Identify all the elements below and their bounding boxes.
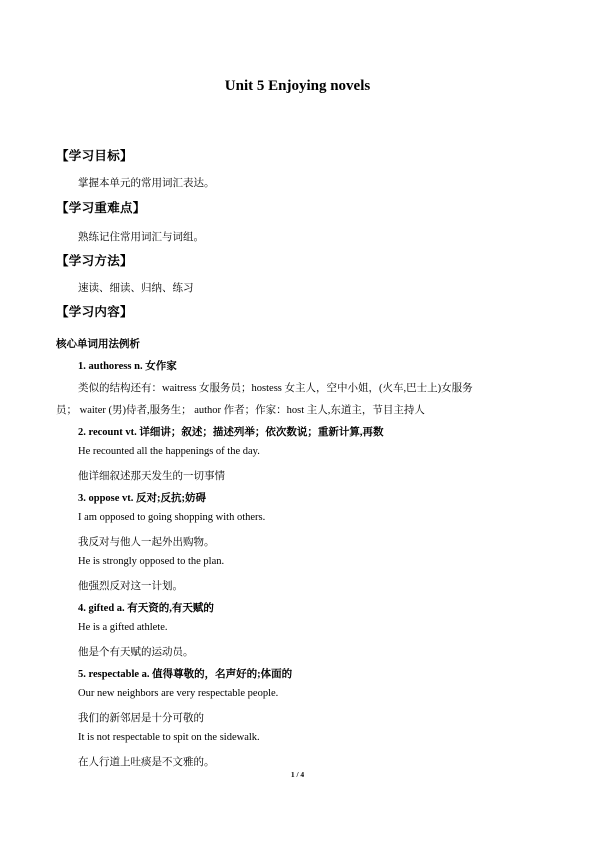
key-heading: 【学习重难点】: [56, 200, 146, 215]
goal-text: 掌握本单元的常用词汇表达。: [78, 177, 215, 189]
vocab-line: 员； waiter (男)侍者,服务生； author 作者；作家：host 主人,东道主，节目主持人: [56, 405, 425, 416]
vocab-line: 他强烈反对这一计划。: [78, 581, 183, 592]
vocab-line: Our new neighbors are very respectable people.: [78, 688, 279, 699]
method-heading: 【学习方法】: [56, 253, 133, 268]
vocab-line: 我们的新邻居是十分可敬的: [78, 713, 204, 724]
key-text: 熟练记住常用词汇与词组。: [78, 231, 204, 243]
vocab-heading-recount: 2. recount vt. 详细讲；叙述；描述列举；依次数说；重新计算,再数: [78, 427, 384, 438]
vocab-line: He is strongly opposed to the plan.: [78, 556, 225, 567]
section-title: 核心单词用法例析: [56, 338, 140, 350]
document-title: Unit 5 Enjoying novels: [224, 78, 371, 94]
vocab-line: 他详细叙述那天发生的一切事情: [78, 471, 225, 482]
vocab-heading-gifted: 4. gifted a. 有天资的,有天赋的: [78, 603, 214, 614]
vocab-line: 我反对与他人一起外出购物。: [78, 537, 215, 548]
content-heading: 【学习内容】: [56, 304, 133, 319]
vocab-line: He recounted all the happenings of the day.: [78, 446, 260, 457]
vocab-heading-oppose: 3. oppose vt. 反对;反抗;妨碍: [78, 493, 207, 504]
vocab-line: 他是个有天赋的运动员。: [78, 647, 194, 658]
vocab-line: It is not respectable to spit on the sidewalk.: [78, 732, 260, 743]
goal-heading: 【学习目标】: [56, 148, 133, 163]
vocab-line: He is a gifted athlete.: [78, 622, 168, 633]
vocab-line: 类似的结构还有：waitress 女服务员；hostess 女主人，空中小姐，(火车,巴士上)女服务: [78, 383, 473, 394]
vocab-heading-authoress: 1. authoress n. 女作家: [78, 361, 177, 372]
page-number: 1 / 4: [290, 770, 305, 779]
vocab-line: 在人行道上吐痰是不文雅的。: [78, 757, 215, 768]
vocab-line: I am opposed to going shopping with others.: [78, 512, 266, 523]
vocab-heading-respectable: 5. respectable a. 值得尊敬的，名声好的;体面的: [78, 669, 293, 680]
method-text: 速读、细读、归纳、练习: [78, 282, 194, 294]
